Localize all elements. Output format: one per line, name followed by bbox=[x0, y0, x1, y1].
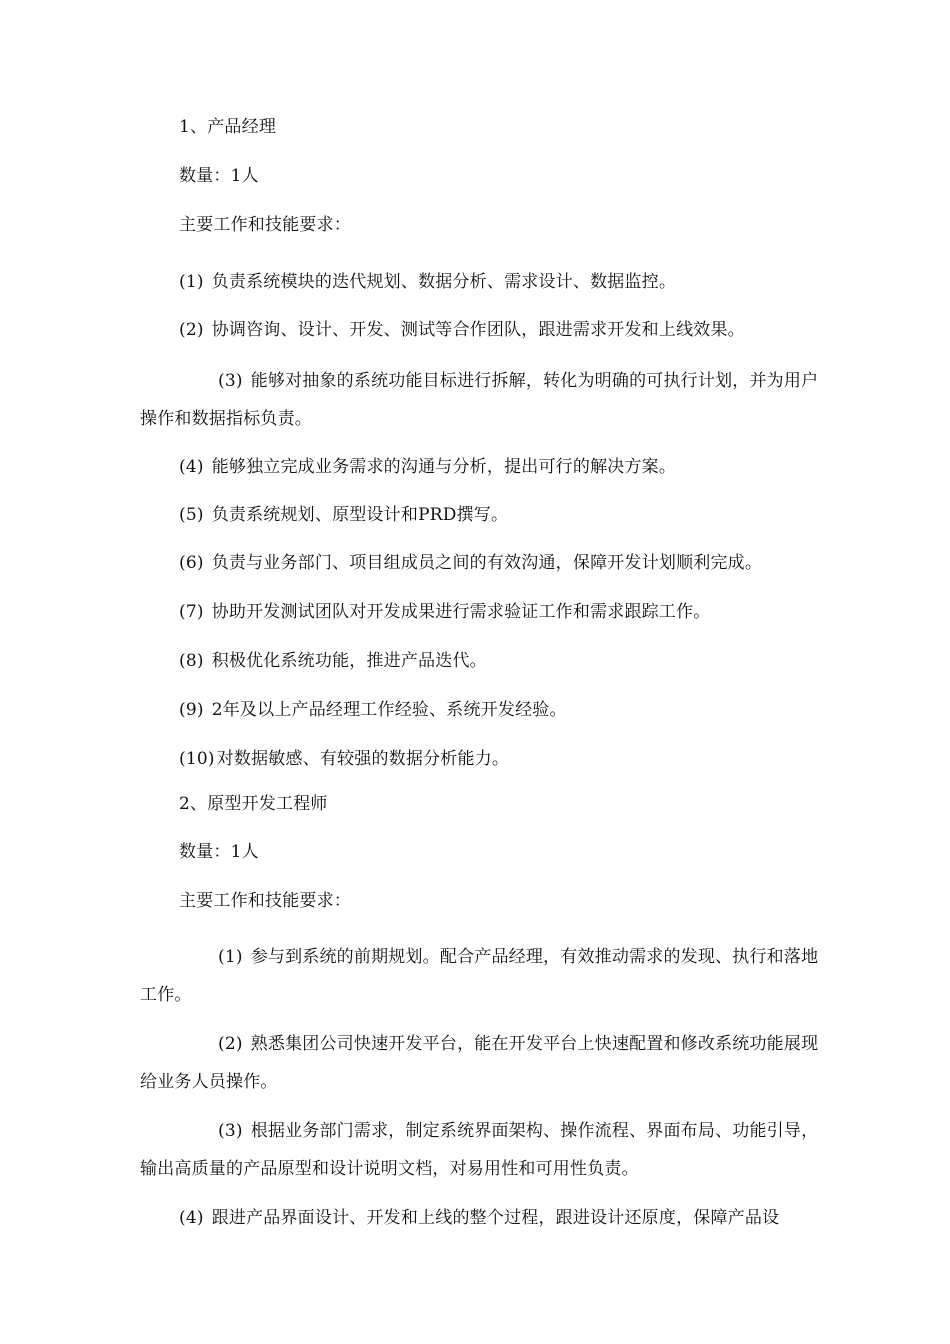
item-text: 能够独立完成业务需求的沟通与分析，提出可行的解决方案。 bbox=[211, 457, 677, 477]
section-1-quantity: 数量：1人 bbox=[179, 166, 259, 186]
item-text: 负责系统模块的迭代规划、数据分析、需求设计、数据监控。 bbox=[211, 272, 677, 292]
item-number: (4) bbox=[179, 1208, 204, 1228]
section-2-heading: 2、原型开发工程师 bbox=[179, 794, 328, 814]
item-number: (2) bbox=[179, 320, 204, 340]
list-item bbox=[140, 1025, 820, 1101]
item-text: 协调咨询、设计、开发、测试等合作团队，跟进需求开发和上线效果。 bbox=[211, 320, 745, 340]
item-text: 协助开发测试团队对开发成果进行需求验证工作和需求跟踪工作。 bbox=[211, 602, 711, 622]
item-text: 积极优化系统功能，推进产品迭代。 bbox=[211, 651, 487, 671]
item-number: (9) bbox=[179, 700, 204, 720]
list-item bbox=[140, 362, 820, 438]
list-item bbox=[140, 264, 859, 300]
list-item bbox=[140, 312, 859, 348]
item-text: 根据业务部门需求，制定系统界面架构、操作流程、界面布局、功能引导，输出高质量的产品原型和设计说明文档，对易用性和可用性负责。 bbox=[140, 1121, 819, 1179]
item-text: 跟进产品界面设计、开发和上线的整个过程，跟进设计还原度，保障产品设 bbox=[211, 1208, 780, 1228]
item-number: (1) bbox=[218, 947, 243, 967]
section-1-heading: 1、产品经理 bbox=[179, 117, 277, 137]
item-number: (7) bbox=[179, 602, 204, 622]
item-number: (5) bbox=[179, 505, 204, 525]
item-text: 熟悉集团公司快速开发平台，能在开发平台上快速配置和修改系统功能展现给业务人员操作。 bbox=[140, 1034, 819, 1092]
item-text: 2年及以上产品经理工作经验、系统开发经验。 bbox=[211, 700, 567, 720]
list-item bbox=[140, 741, 859, 777]
list-item bbox=[140, 643, 859, 679]
section-1-requirements-title: 主要工作和技能要求： bbox=[179, 215, 351, 235]
list-item bbox=[140, 1200, 859, 1236]
list-item bbox=[140, 449, 859, 485]
list-item bbox=[140, 594, 859, 630]
item-number: (1) bbox=[179, 272, 204, 292]
item-text: 对数据敏感、有较强的数据分析能力。 bbox=[216, 749, 510, 769]
item-number: (3) bbox=[218, 1121, 243, 1141]
item-text: 能够对抽象的系统功能目标进行拆解，转化为明确的可执行计划，并为用户操作和数据指标负责。 bbox=[140, 371, 819, 429]
item-number: (10) bbox=[179, 749, 215, 769]
list-item bbox=[140, 692, 859, 728]
list-item bbox=[140, 1112, 820, 1188]
item-text: 参与到系统的前期规划。配合产品经理，有效推动需求的发现、执行和落地工作。 bbox=[140, 947, 819, 1005]
item-text: 负责系统规划、原型设计和PRD撰写。 bbox=[211, 505, 509, 525]
list-item bbox=[140, 545, 859, 581]
item-text: 负责与业务部门、项目组成员之间的有效沟通，保障开发计划顺利完成。 bbox=[211, 553, 763, 573]
list-item bbox=[140, 497, 859, 533]
item-number: (4) bbox=[179, 457, 204, 477]
section-2-requirements-title: 主要工作和技能要求： bbox=[179, 891, 351, 911]
section-2-quantity: 数量：1人 bbox=[179, 842, 259, 862]
item-number: (2) bbox=[218, 1034, 243, 1054]
list-item bbox=[140, 938, 820, 1014]
item-number: (3) bbox=[218, 371, 243, 391]
item-number: (6) bbox=[179, 553, 204, 573]
item-number: (8) bbox=[179, 651, 204, 671]
